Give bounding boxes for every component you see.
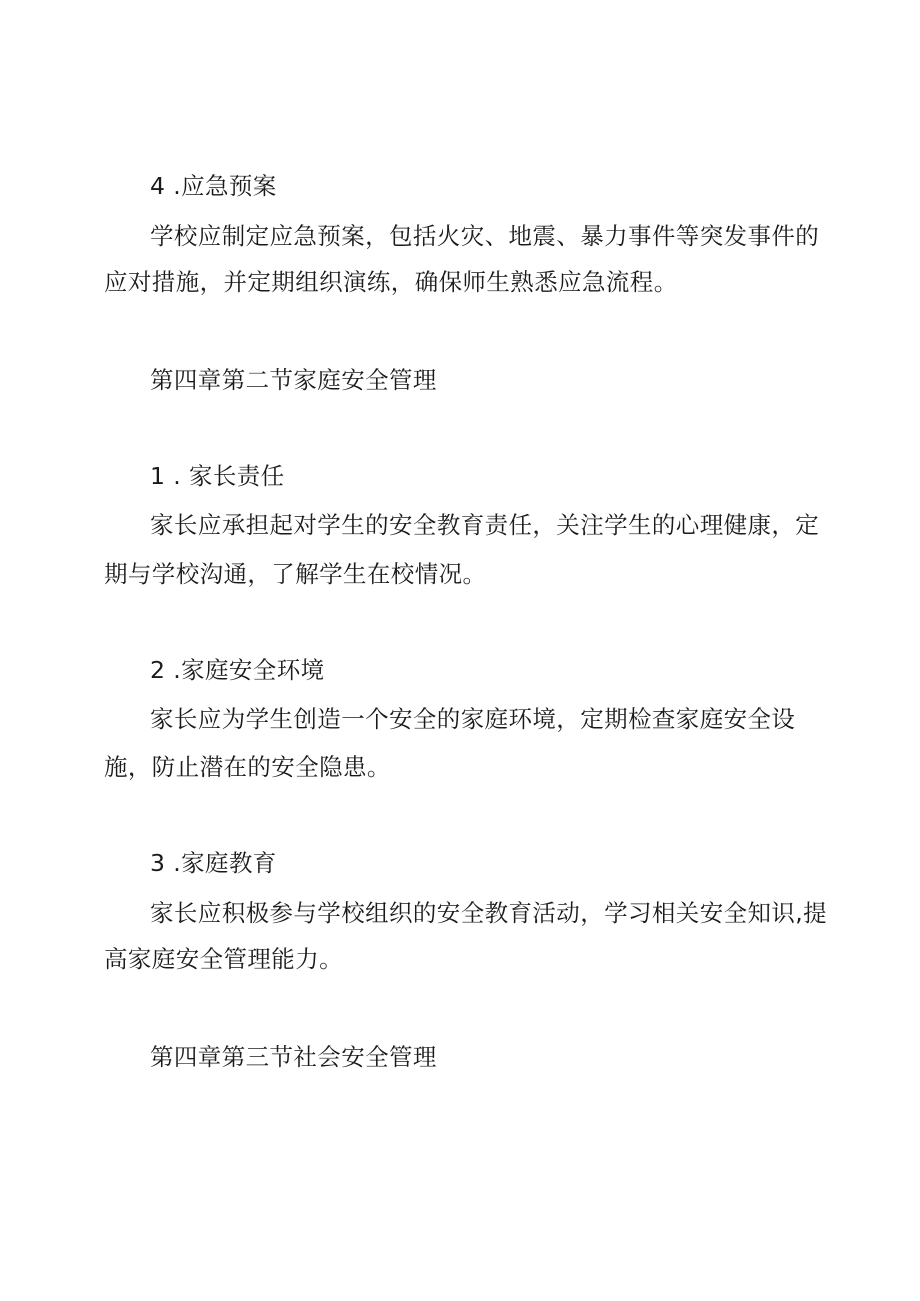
paragraph-line: 高家庭安全管理能力。 — [104, 945, 343, 973]
chapter-title-social-safety: 第四章第三节社会安全管理 — [150, 1043, 437, 1071]
paragraph-line: 施，防止潜在的安全隐患。 — [104, 753, 391, 781]
paragraph-line: 学校应制定应急预案，包括火灾、地震、暴力事件等突发事件的 — [150, 222, 820, 250]
chapter-title-family-safety: 第四章第二节家庭安全管理 — [150, 366, 437, 394]
paragraph-line: 家长应积极参与学校组织的安全教育活动，学习相关安全知识,提 — [150, 899, 828, 927]
item-heading-family-education: 3 .家庭教育 — [150, 849, 277, 877]
paragraph-line: 家长应为学生创造一个安全的家庭环境，定期检查家庭安全设 — [150, 705, 796, 733]
section-heading-emergency-plan: 4 .应急预案 — [150, 172, 277, 200]
item-heading-parent-responsibility: 1 . 家长责任 — [150, 462, 285, 490]
paragraph-line: 应对措施，并定期组织演练，确保师生熟悉应急流程。 — [104, 268, 678, 296]
paragraph-line: 家长应承担起对学生的安全教育责任，关注学生的心理健康，定 — [150, 511, 820, 539]
paragraph-line: 期与学校沟通，了解学生在校情况。 — [104, 560, 487, 588]
item-heading-home-environment: 2 .家庭安全环境 — [150, 656, 325, 684]
